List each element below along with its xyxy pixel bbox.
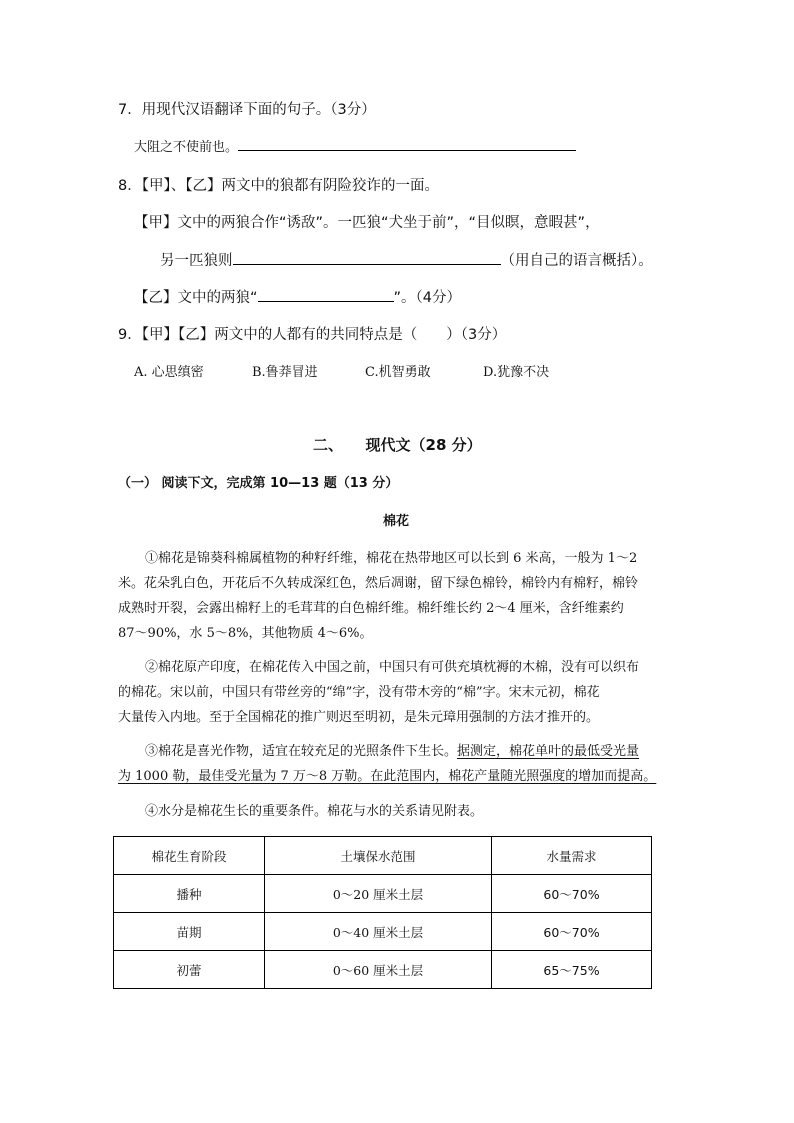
para4-line: ④水分是棉花生长的重要条件。棉花与水的关系请见附表。	[145, 804, 484, 819]
para2-line1: ②棉花原产印度，在棉花传入中国之前，中国只有可供充填枕褥的木棉，没有可以织布	[145, 660, 640, 675]
table-cell: 0～20 厘米土层	[265, 875, 492, 913]
table-cell: 60～70%	[492, 875, 652, 913]
table-row	[114, 913, 652, 951]
q9-option-b[interactable]: B.鲁莽冒进	[252, 365, 318, 380]
table-cell: 苗期	[114, 913, 265, 951]
para1-line2: 米。花朵乳白色，开花后不久转成深红色，然后凋谢，留下绿色棉铃，棉铃内有棉籽，棉铃	[118, 576, 639, 591]
article-title: 棉花	[383, 514, 410, 529]
q8-answer-blank-1[interactable]	[233, 251, 501, 265]
q8-line2-pre: 另一匹狼则	[160, 253, 233, 269]
para2-line3: 大量传入内地。至于全国棉花的推广则迟至明初，是朱元璋用强制的方法才推开的。	[118, 710, 600, 725]
q8-line3	[134, 286, 461, 307]
q7-stem: 7．用现代汉语翻译下面的句子。（3分）	[118, 102, 376, 118]
table-row	[114, 875, 652, 913]
para3-underlined-1: 据测定，棉花单叶的最低受光量	[457, 744, 640, 759]
table-cell: 0～40 厘米土层	[265, 913, 492, 951]
table-header-cell: 棉花生育阶段	[114, 837, 265, 875]
q8-line3-pre: 【乙】文中的两狼“	[134, 290, 258, 306]
para1-line4: 87～90%，水 5～8%，其他物质 4～6%。	[118, 626, 373, 641]
q8-answer-blank-2[interactable]	[258, 288, 394, 302]
table-header-row	[114, 837, 652, 875]
table-row	[114, 951, 652, 989]
table-cell: 65～75%	[492, 951, 652, 989]
q9-stem: 9．【甲】【乙】两文中的人都有的共同特点是（ ）（3分）	[118, 327, 507, 343]
q9-option-d[interactable]: D.犹豫不决	[483, 365, 550, 380]
q7-answer-blank[interactable]	[238, 137, 576, 151]
q8-line2	[160, 249, 653, 270]
q9-option-c[interactable]: C.机智勇敢	[365, 365, 431, 380]
table-header-cell: 土壤保水范围	[265, 837, 492, 875]
para3-line1	[145, 740, 639, 759]
q8-line1: 【甲】文中的两狼合作“诱敌”。一匹狼“犬坐于前”，“目似瞑，意暇甚”，	[134, 215, 600, 231]
table-cell: 初蕾	[114, 951, 265, 989]
table-cell: 60～70%	[492, 913, 652, 951]
section2-heading: 二、 现代文（28 分）	[313, 436, 482, 454]
q9-option-a[interactable]: A. 心思缜密	[134, 365, 204, 380]
water-requirement-table	[113, 836, 652, 989]
q8-line2-post: （用自己的语言概括）。	[500, 253, 653, 269]
q8-stem: 8．【甲】、【乙】两文中的狼都有阴险狡诈的一面。	[118, 178, 439, 194]
table-cell: 0～60 厘米土层	[265, 951, 492, 989]
q7-sentence-line	[134, 136, 576, 155]
para3-underlined-2: 为 1000 勒，最佳受光量为 7 万～8 万勒。在此范围内，棉花产量随光照强度的增加而提高。	[118, 769, 657, 784]
table-cell: 播种	[114, 875, 265, 913]
section2-subheading: （一） 阅读下文，完成第 10—13 题（13 分）	[118, 476, 399, 491]
para1-line3: 成熟时开裂，会露出棉籽上的毛茸茸的白色棉纤维。棉纤维长约 2～4 厘米，含纤维素约	[118, 601, 624, 616]
para1-line1: ①棉花是锦葵科棉属植物的种籽纤维，棉花在热带地区可以长到 6 米高，一般为 1～2	[145, 551, 638, 566]
table-header-cell: 水量需求	[492, 837, 652, 875]
para2-line2: 的棉花。宋以前，中国只有带丝旁的“绵”字，没有带木旁的“棉”字。宋末元初，棉花	[118, 685, 600, 700]
q7-sentence: 大阻之不使前也。	[134, 140, 239, 155]
para3-plain: ③棉花是喜光作物，适宜在较充足的光照条件下生长。	[145, 744, 458, 759]
q8-line3-post: ”。（4分）	[393, 290, 462, 306]
